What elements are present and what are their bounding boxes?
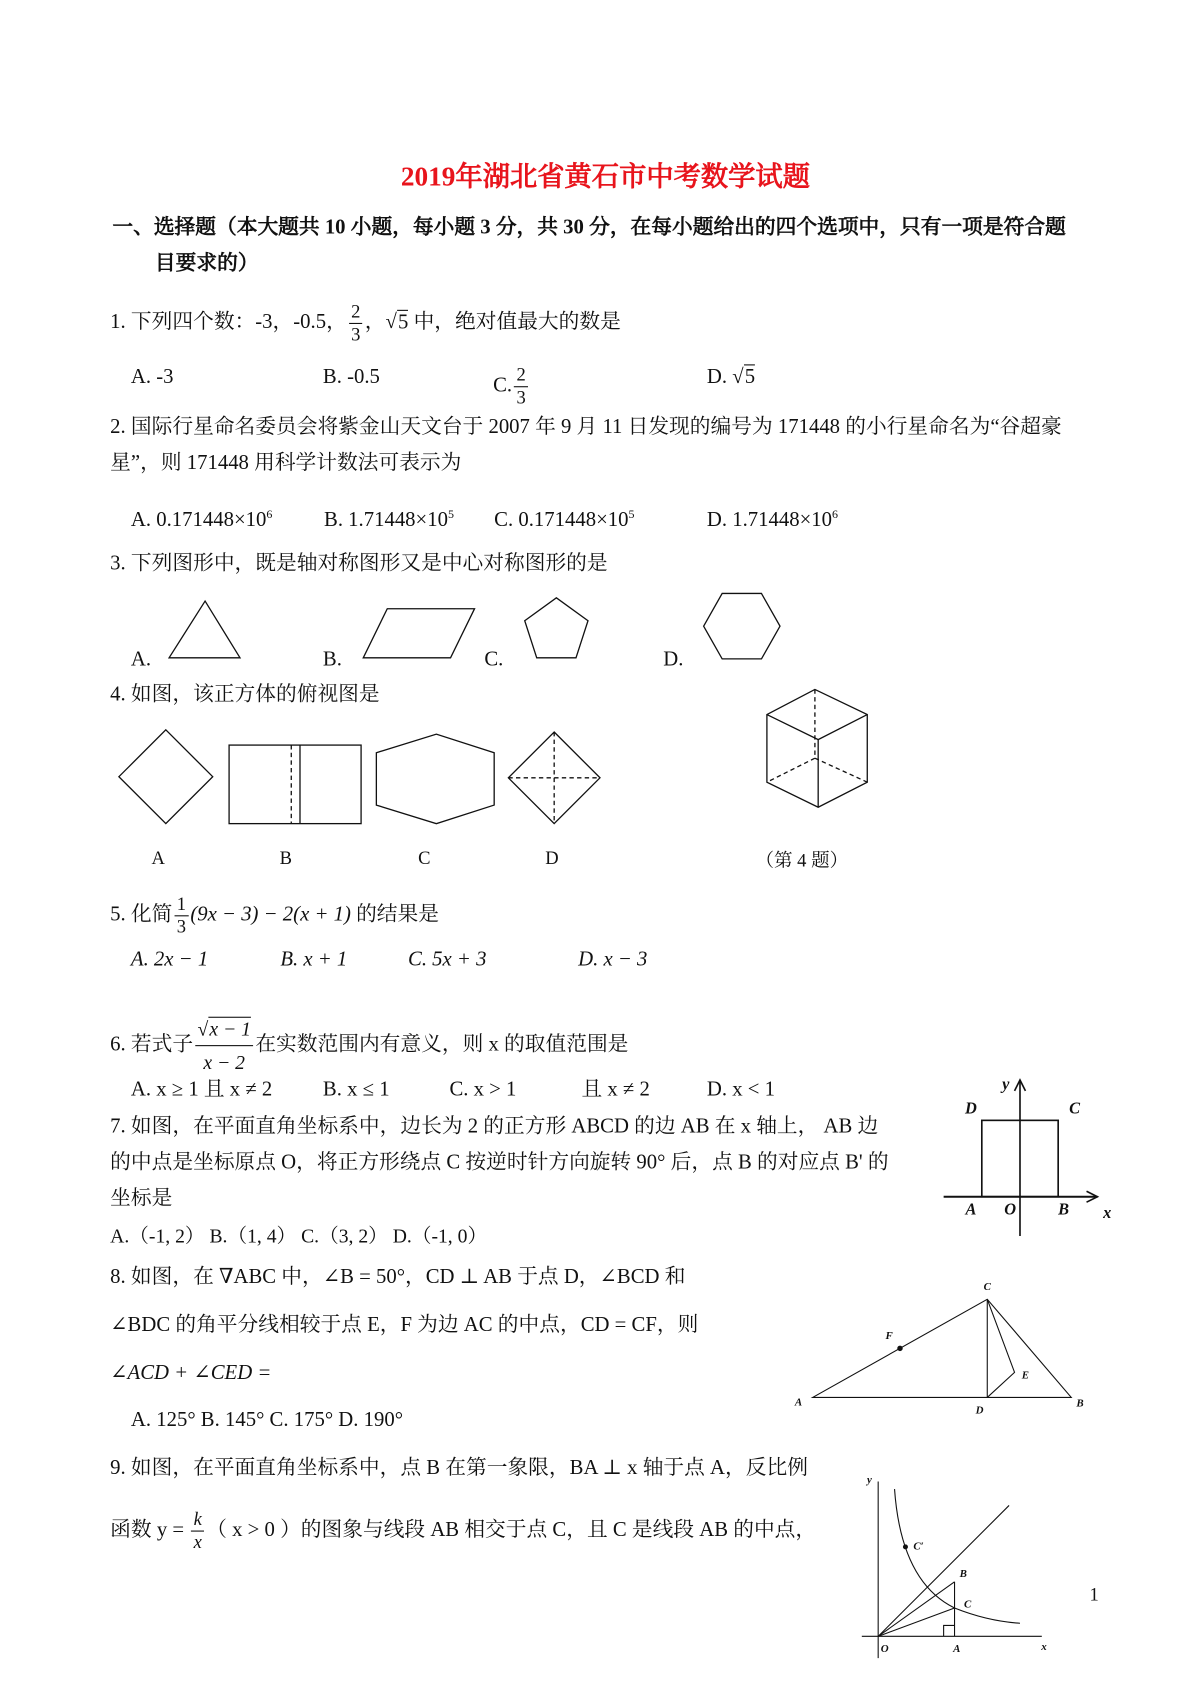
view-c-hexagon [376,734,494,823]
q5-option-b: B. x + 1 [280,947,348,971]
question-8-cont: ∠BDC 的角平分线相较于点 E，F 为边 AC 的中点，CD = CF，则 [110,1313,699,1337]
q9-label-x: x [1041,1641,1047,1654]
numerator: 2 [349,301,363,324]
q7-label-a: A [965,1201,977,1220]
q6-option-c: C. x > 1 [449,1077,517,1101]
q8-label-e: E [1021,1369,1030,1382]
cube-figure [767,689,867,807]
q9-coordinate-figure [862,1481,1042,1658]
q1-option-a: A. -3 [130,365,174,389]
question-7-cont2: 坐标是 [110,1186,173,1210]
q7-label-c: C [1069,1100,1080,1118]
question-8-cont2: ∠ACD + ∠CED = [110,1361,272,1385]
exponent: 6 [266,508,273,522]
numerator: 2 [514,364,528,387]
q7-label-b: B [1058,1201,1070,1220]
numerator: 1 [175,893,189,916]
q1-option-b: B. -0.5 [322,365,380,389]
q7-label-o: O [1004,1201,1017,1220]
q3-option-a: A. [130,647,152,671]
q6-option-c-cont: 且 x ≠ 2 [581,1077,650,1101]
question-7-cont: 的中点是坐标原点 O，将正方形绕点 C 按逆时针方向旋转 90° 后，点 B 的对应点 B' 的 [110,1150,889,1174]
q9-label-a: A [953,1643,961,1656]
q5-option-c: C. 5x + 3 [407,947,487,971]
q9-label-c: C [963,1598,972,1611]
q8-options: A. 125° B. 145° C. 175° D. 190° [130,1408,404,1432]
radicand: 5 [398,310,409,334]
q9-text-end: （ x > 0 ）的图象与线段 AB 相交于点 C，且 C 是线段 AB 的中点， [206,1518,817,1542]
label: D. 1.71448×10 [706,508,833,532]
q5-option-a: A. 2x − 1 [130,947,209,971]
label: C. 0.171448×10 [494,508,629,532]
q8-triangle-figure [813,1299,1072,1397]
radicand: x − 1 [209,1017,251,1040]
q6-option-b: B. x ≤ 1 [322,1077,390,1101]
label: C. [493,374,513,397]
q8-label-c: C [983,1281,991,1294]
question-4: 4. 如图，该正方体的俯视图是 [110,682,380,706]
q6-option-a: A. x ≥ 1 且 x ≠ 2 [130,1077,273,1101]
q4-label-b: B [279,847,293,869]
question-3: 3. 下列图形中，既是轴对称图形又是中心对称图形的是 [110,551,608,575]
question-7: 7. 如图，在平面直角坐标系中，边长为 2 的正方形 ABCD 的边 AB 在 x 轴上， AB 边 [110,1114,879,1138]
denominator: x [193,1531,202,1553]
label: D. [706,365,728,389]
q3-option-b: B. [322,647,342,671]
exponent: 5 [447,508,454,522]
q9-label-b: B [959,1568,967,1581]
view-a-diamond [119,730,213,824]
q7-label-y: y [1002,1076,1010,1094]
denominator: x − 2 [203,1051,246,1074]
exponent: 5 [628,508,635,522]
view-d-diamond [508,732,600,824]
question-1: 1. 下列四个数：-3，-0.5， $\frac{2}{3}$ ，√5 中，绝对值最大的数是 [110,301,621,345]
page-title: 2019年湖北省黄石市中考数学试题 [400,162,810,192]
q6-text: 6. 若式子 [110,1032,194,1056]
parallelogram-shape [363,609,474,658]
q8-label-d: D [975,1404,984,1417]
q9-text: 函数 y = [110,1518,190,1542]
q7-options: A.（-1, 2） B.（1, 4） C.（3, 2） D.（-1, 0） [110,1225,488,1247]
q4-caption: （第 4 题） [755,850,849,872]
section-heading-cont: 目要求的） [154,251,259,275]
q7-label-d: D [964,1100,977,1118]
q4-label-a: A [151,847,165,869]
numerator: k [191,1509,204,1532]
q3-option-d: D. [663,647,684,671]
triangle-shape [169,601,240,658]
pentagon-shape [525,598,588,658]
question-2-cont: 星”，则 171448 用科学计数法可表示为 [110,451,462,475]
denominator: 3 [351,323,361,345]
q8-label-a: A [794,1396,803,1409]
q8-label-b: B [1076,1397,1084,1410]
q1-sep: ， [364,310,386,334]
denominator: 3 [176,916,187,938]
exponent: 6 [832,508,839,522]
radicand: 5 [744,365,756,389]
q5-option-d: D. x − 3 [578,947,648,971]
q9-label-y: y [867,1474,872,1487]
q8-label-f: F [885,1330,893,1343]
page-number: 1 [1089,1583,1099,1605]
q6-text-end: 在实数范围内有意义，则 x 的取值范围是 [255,1032,629,1056]
q5-text-end: 的结果是 [356,903,440,927]
q6-option-d: D. x < 1 [706,1077,776,1101]
question-2: 2. 国际行星命名委员会将紫金山天文台于 2007 年 9 月 11 日发现的编号为 171448 的小行星命名为“谷超豪 [110,415,1062,439]
q9-label-o: O [880,1643,889,1656]
section-heading: 一、选择题（本大题共 10 小题，每小题 3 分，共 30 分，在每小题给出的四个选项中，只有一项是符合题 [112,215,1066,239]
q5-text: 5. 化简 [110,903,173,927]
q1-text-end: 中，绝对值最大的数是 [408,310,621,334]
q4-label-c: C [418,847,431,869]
label: A. 0.171448×10 [130,508,267,532]
denominator: 3 [516,387,526,408]
q9-label-c-prime: C′ [913,1540,924,1553]
view-b-rect [229,745,361,824]
q1-text: 1. 下列四个数：-3，-0.5， [110,310,347,334]
q1-option-d: D. √5 [706,365,756,389]
q4-label-d: D [545,847,559,869]
numerator: √x − 1 [195,1012,253,1046]
label: B. 1.71448×10 [323,508,448,532]
expression: (9x − 3) − 2(x + 1) [190,903,351,927]
hexagon-shape [704,593,780,658]
question-9: 9. 如图，在平面直角坐标系中，点 B 在第一象限，BA ⊥ x 轴于点 A，反比例 [110,1456,808,1480]
q7-label-x: x [1103,1204,1112,1223]
q3-option-c: C. [484,647,504,671]
question-8: 8. 如图，在 ∇ABC 中，∠B = 50°，CD ⊥ AB 于点 D，∠BCD 和 [110,1265,686,1289]
